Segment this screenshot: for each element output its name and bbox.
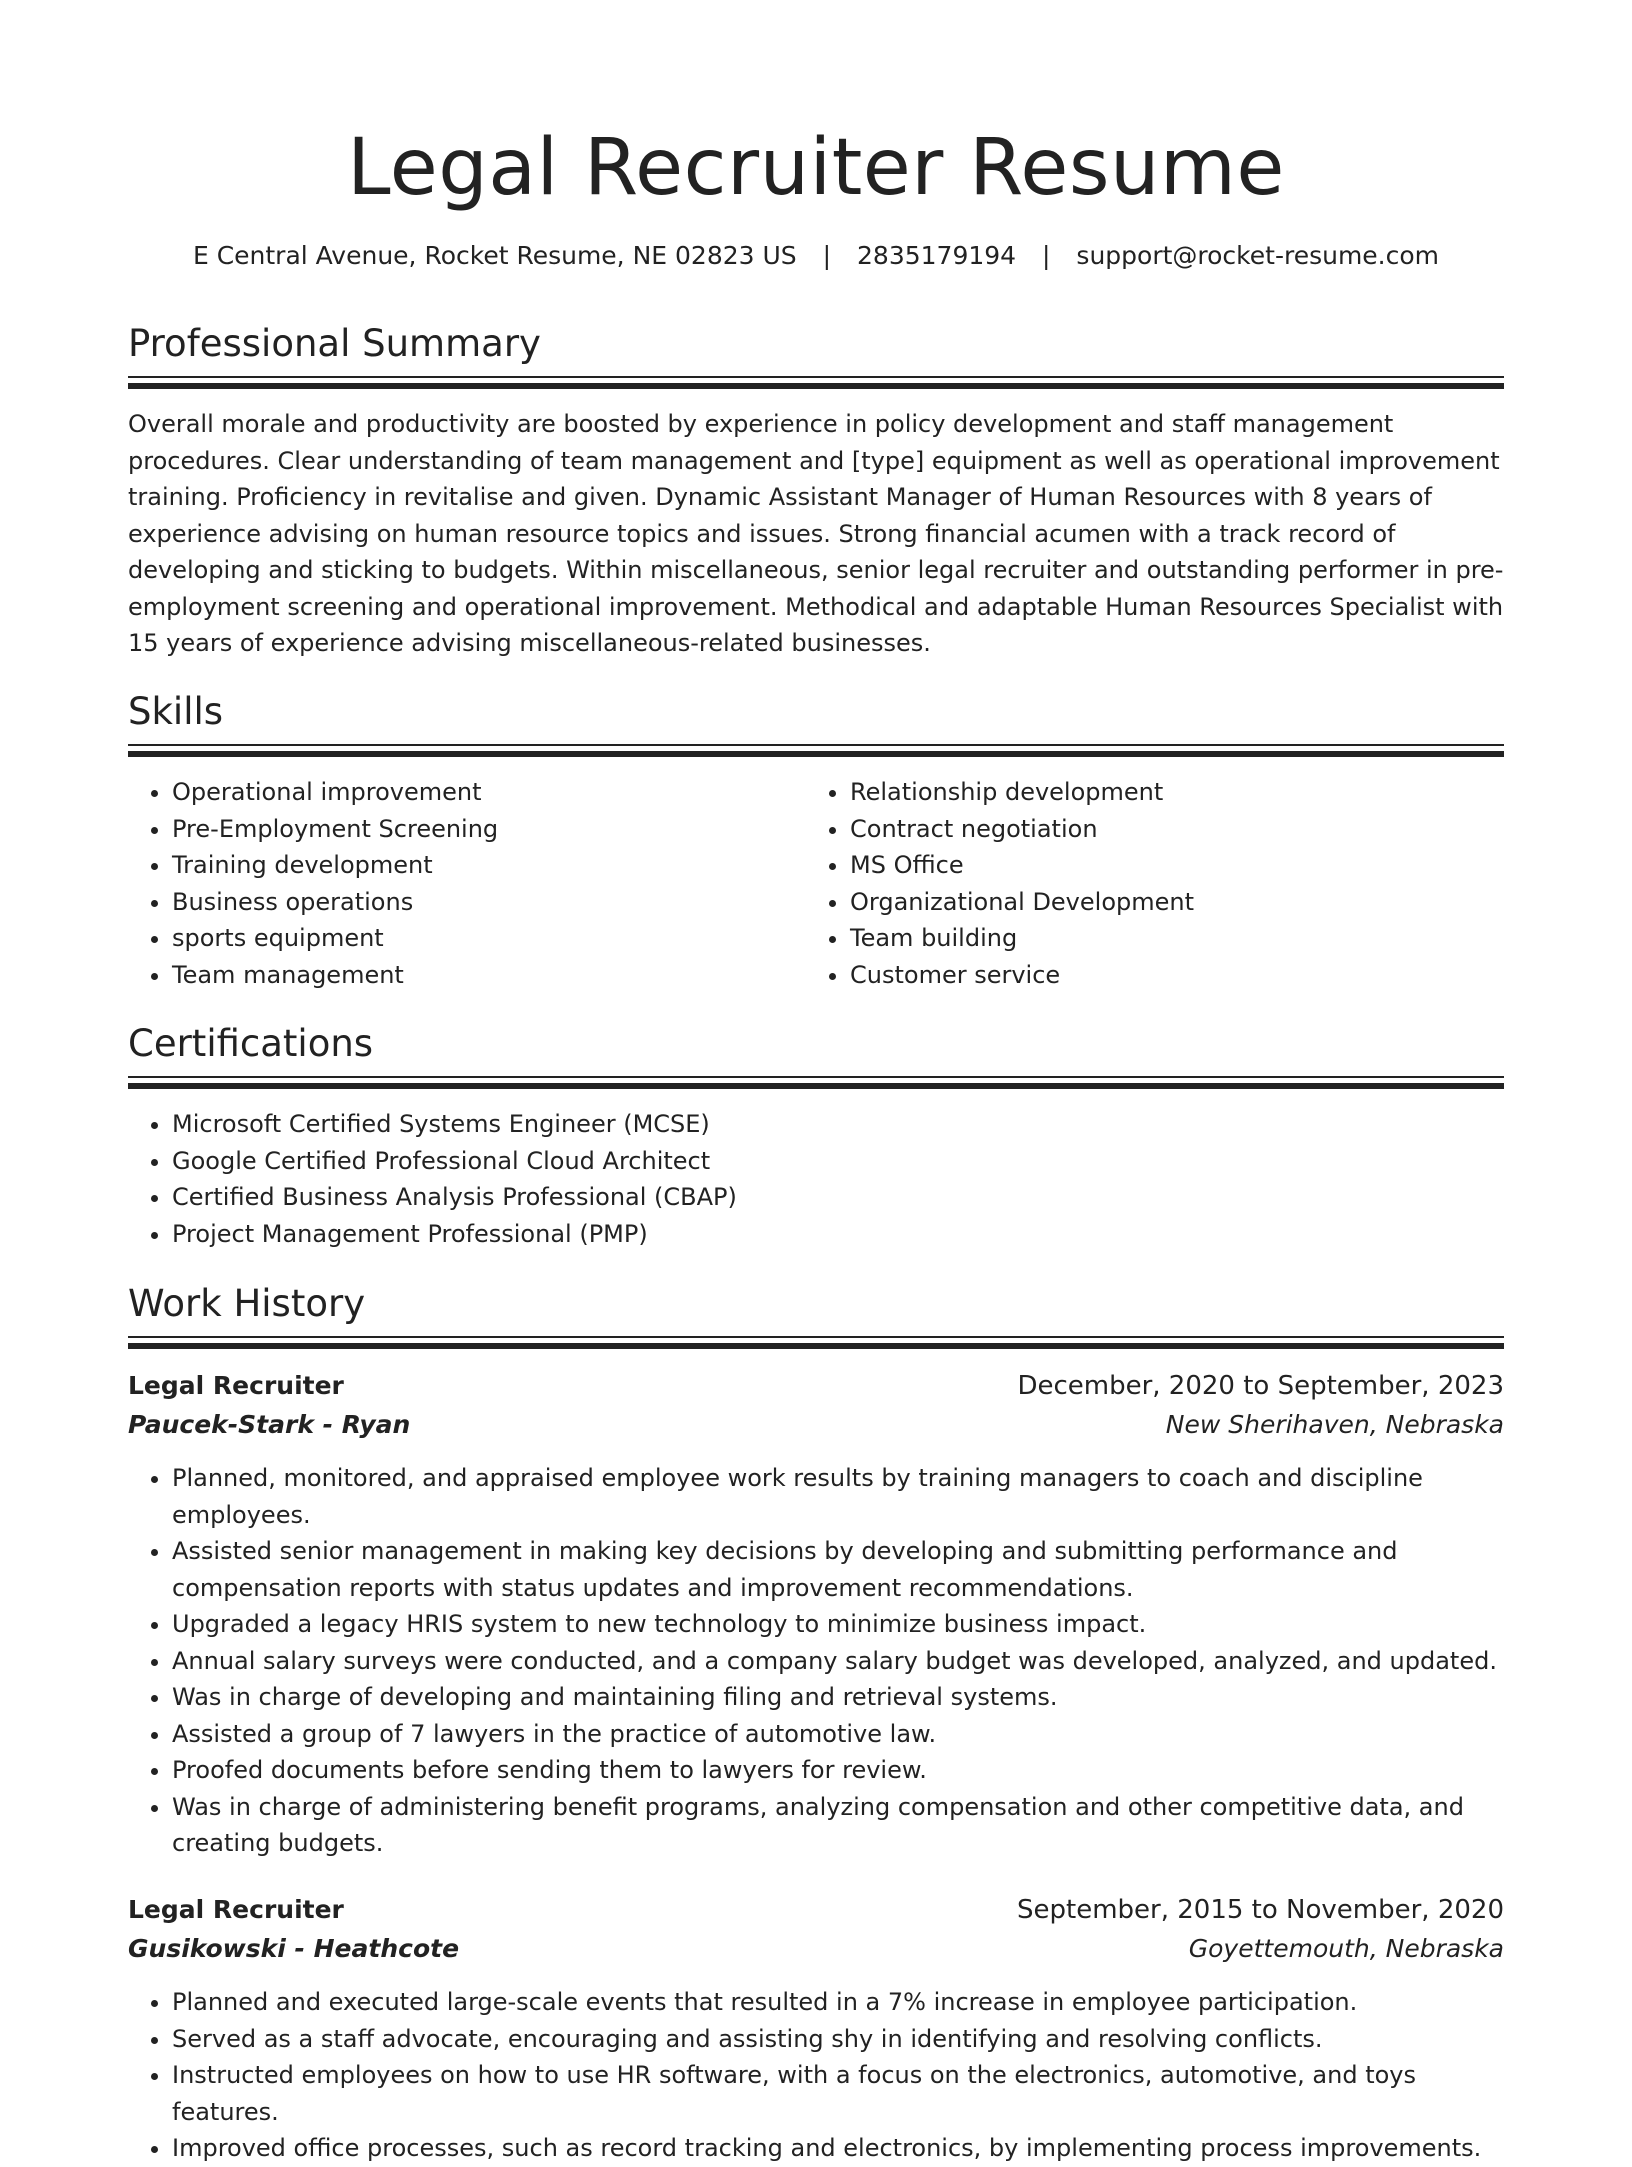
skills-list-right: [806, 774, 1548, 993]
certification-item: • Project Management Professional (PMP): [172, 1216, 1504, 1253]
skill-item: • Business operations: [172, 884, 802, 921]
skill-item: • Team building: [850, 920, 1548, 957]
job-duty: • Served as a staff advocate, encouraging and assisting shy in identifying and resolving conflicts.: [172, 2021, 1504, 2058]
skill-item: • Customer service: [850, 957, 1548, 994]
job-title: Legal Recruiter: [128, 1371, 344, 1400]
job-duties-list: [128, 1460, 1504, 1862]
job-duty: • Proofed documents before sending them to lawyers for review.: [172, 1752, 1504, 1789]
job-duty: • Planned, monitored, and appraised employee work results by training managers to coach and discipline employees.: [172, 1460, 1504, 1533]
job-duties-list: [128, 1984, 1504, 2167]
job-header: [128, 1368, 1504, 1448]
resume-title: Legal Recruiter Resume: [347, 123, 1285, 213]
skill-item: • sports equipment: [172, 920, 802, 957]
skill-item: • Training development: [172, 847, 802, 884]
job-company: Gusikowski - Heathcote: [128, 1934, 460, 1963]
job-duty: • Instructed employees on how to use HR software, with a focus on the electronics, automotive, and toys features.: [172, 2057, 1504, 2130]
contact-line: [128, 238, 1504, 274]
skills-heading: Skills: [128, 690, 224, 733]
job-duty: • Annual salary surveys were conducted, and a company salary budget was developed, analyzed, and updated.: [172, 1643, 1504, 1680]
contact-separator: |: [822, 241, 832, 270]
skill-item: • Organizational Development: [850, 884, 1548, 921]
skill-item: • Contract negotiation: [850, 811, 1548, 848]
skill-item: • Relationship development: [850, 774, 1548, 811]
certifications-divider: [128, 1076, 1504, 1090]
job-location: Goyettemouth, Nebraska: [1188, 1934, 1504, 1963]
skill-item: • Operational improvement: [172, 774, 802, 811]
summary-heading: Professional Summary: [128, 322, 541, 365]
job-title: Legal Recruiter: [128, 1895, 344, 1924]
job-dates: September, 2015 to November, 2020: [1017, 1895, 1504, 1925]
skills-list-left: [128, 774, 802, 993]
job-header: [128, 1892, 1504, 1972]
certification-item: • Google Certified Professional Cloud Architect: [172, 1143, 1504, 1180]
certifications-heading: Certifications: [128, 1022, 374, 1065]
skill-item: • Team management: [172, 957, 802, 994]
job-duty: • Improved office processes, such as record tracking and electronics, by implementing process improvements.: [172, 2130, 1504, 2167]
contact-phone: 2835179194: [857, 241, 1017, 270]
contact-separator: |: [1042, 241, 1051, 270]
resume-page: [128, 0, 1504, 2162]
certifications-list: [128, 1106, 1504, 1252]
work-history-divider: [128, 1336, 1504, 1350]
skill-item: • Pre-Employment Screening: [172, 811, 802, 848]
job-company: Paucek-Stark - Ryan: [128, 1410, 411, 1439]
job-duty: • Was in charge of administering benefit programs, analyzing compensation and other competitive data, and creating budgets.: [172, 1789, 1504, 1862]
summary-text: Overall morale and productivity are boosted by experience in policy development and staff management procedures. Clear understanding of team management and [type] equipment as well as operational improvement training. Proficiency in revitalise and given. Dynamic Assistant Manager of Human Resources with 8 years of experience advising on human resource topics and issues. Strong financial acumen with a track record of developing and sticking to budgets. Within miscellaneous, senior legal recruiter and outstanding performer in pre-employment screening and operational improvement. Methodical and adaptable Human Resources Specialist with 15 years of experience advising miscellaneous-related businesses.: [128, 410, 1504, 657]
work-history-heading: Work History: [128, 1282, 366, 1325]
job-duty: • Assisted senior management in making key decisions by developing and submitting performance and compensation reports with status updates and improvement recommendations.: [172, 1533, 1504, 1606]
job-location: New Sherihaven, Nebraska: [1165, 1410, 1504, 1439]
job-duty: • Planned and executed large-scale events that resulted in a 7% increase in employee participation.: [172, 1984, 1504, 2021]
certification-item: • Microsoft Certified Systems Engineer (MCSE): [172, 1106, 1504, 1143]
certification-item: • Certified Business Analysis Professional (CBAP): [172, 1179, 1504, 1216]
job-duty: • Upgraded a legacy HRIS system to new technology to minimize business impact.: [172, 1606, 1504, 1643]
skill-item: • MS Office: [850, 847, 1548, 884]
skills-divider: [128, 744, 1504, 758]
contact-email[interactable]: support@rocket-resume.com: [1076, 241, 1440, 270]
summary-divider: [128, 376, 1504, 390]
job-duty: • Assisted a group of 7 lawyers in the practice of automotive law.: [172, 1716, 1504, 1753]
contact-address: E Central Avenue, Rocket Resume, NE 02823 US: [192, 241, 797, 270]
job-dates: December, 2020 to September, 2023: [1017, 1371, 1504, 1401]
job-duty: • Was in charge of developing and maintaining filing and retrieval systems.: [172, 1679, 1504, 1716]
